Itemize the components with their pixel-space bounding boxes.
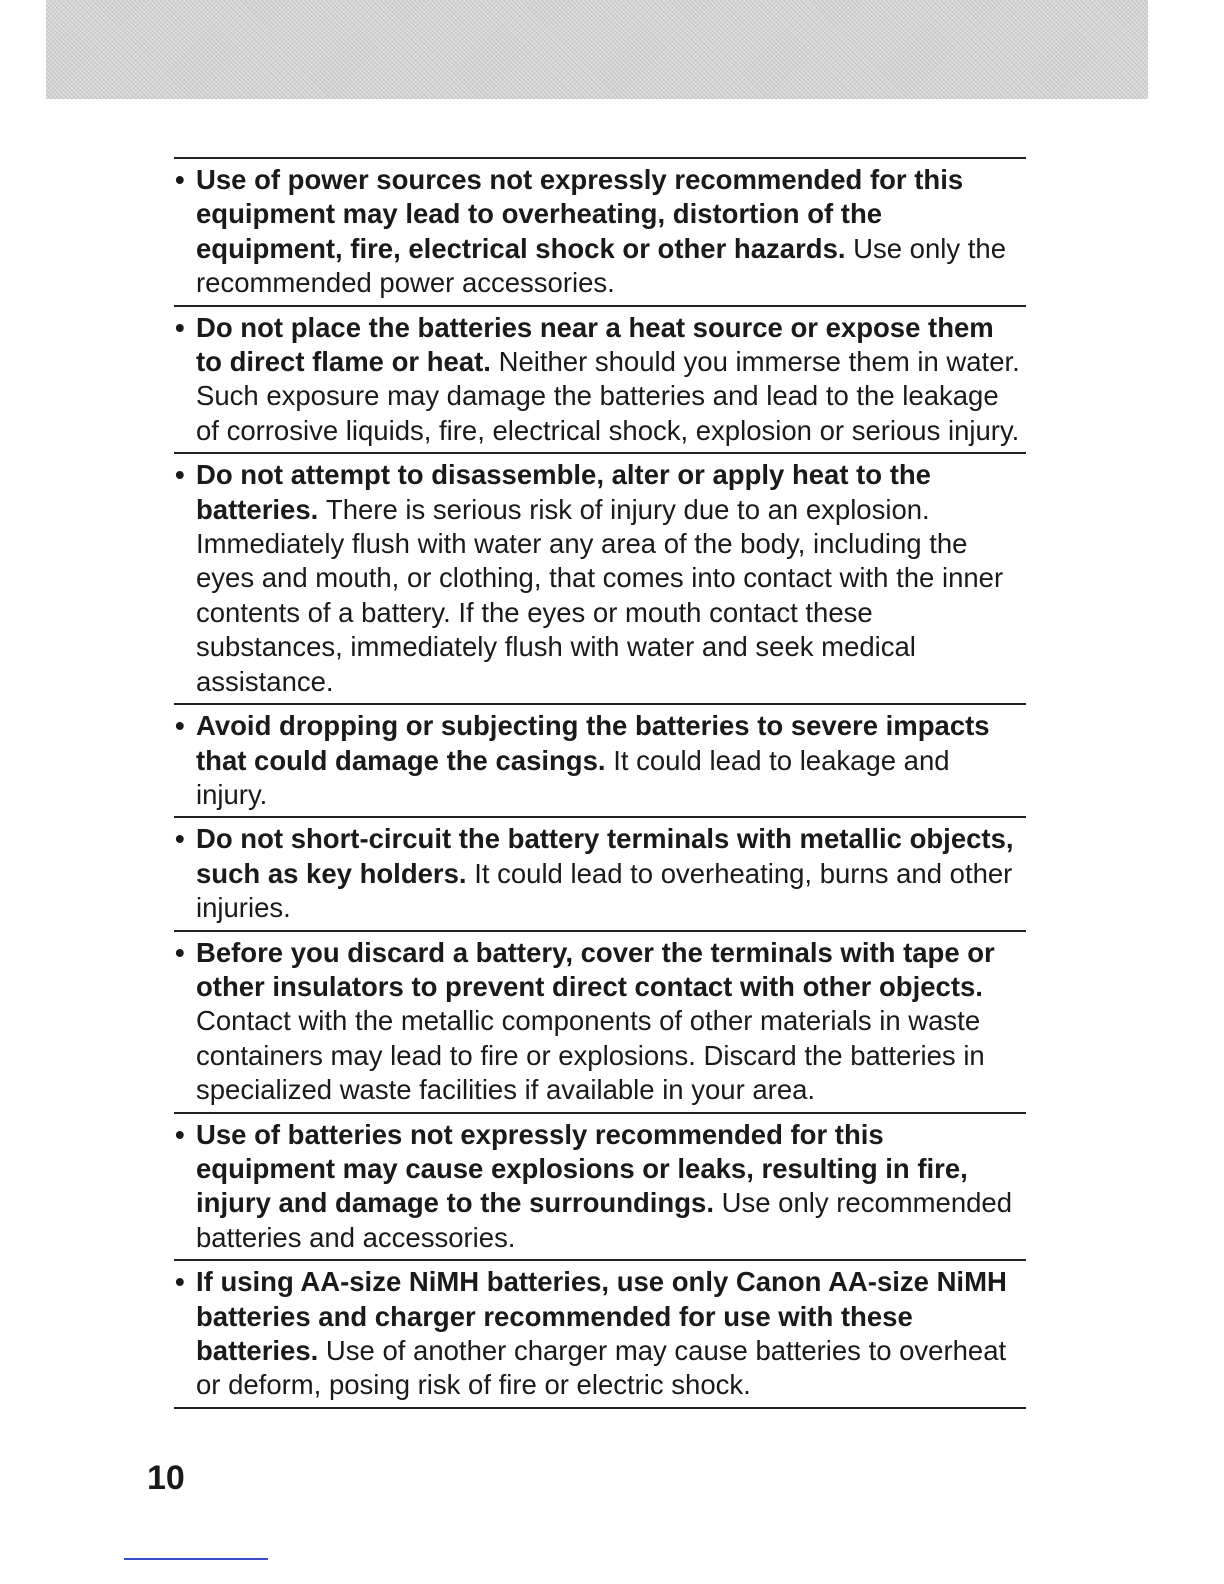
warning-text: Use of another charger may cause batteries to overheat or deform, posing risk of fire or electric shock. — [196, 1335, 1007, 1401]
bullet-icon: • — [175, 311, 185, 343]
warning-item — [174, 932, 1026, 1114]
warning-heading: Before you discard a battery, cover the terminals with tape or other insulators to prevent direct contact with other objects. — [196, 936, 995, 1002]
warning-heading: Use of batteries not expressly recommended for this equipment may cause explosions or leaks, resulting in fire, injury and damage to the surroundings. — [196, 1118, 968, 1219]
warning-heading: Do not place the batteries near a heat source or expose them to direct flame or heat. — [196, 311, 994, 378]
warning-item — [174, 307, 1026, 455]
warning-heading: Use of power sources not expressly recommended for this equipment may lead to overheating, distortion of the equipment, fire, electrical shock or other hazards. — [196, 164, 964, 264]
header-band — [46, 0, 1148, 99]
bullet-icon: • — [175, 710, 185, 742]
warning-item — [174, 818, 1026, 931]
warning-heading: Do not short-circuit the battery terminals with metallic objects, such as key holders. — [196, 823, 1014, 889]
warning-text: Use only the recommended power accessories. — [196, 232, 1007, 299]
warning-item — [174, 1261, 1026, 1409]
warning-item — [174, 454, 1026, 705]
bullet-icon: • — [175, 1266, 185, 1298]
warning-heading: Avoid dropping or subjecting the batteries to severe impacts that could damage the casings. — [196, 710, 990, 776]
warning-text: Neither should you immerse them in water. Such exposure may damage the batteries and lead to the leakage of corrosive liquids, fire, electrical shock, explosion or serious injury. — [196, 346, 1020, 446]
warning-text: It could lead to overheating, burns and other injuries. — [196, 857, 1013, 924]
warning-text: Use only recommended batteries and accessories. — [196, 1187, 1013, 1253]
warning-text: There is serious risk of injury due to an explosion. Immediately flush with water any area of the body, including the eyes and mouth, or clothing, that comes into contact with the inner contents of a battery. If the eyes or mouth contact these substances, immediately flush with water and seek medical assistance. — [196, 493, 1004, 697]
bullet-icon: • — [175, 823, 185, 855]
warning-heading: Do not attempt to disassemble, alter or apply heat to the batteries. — [196, 459, 931, 525]
warning-text: It could lead to leakage and injury. — [196, 744, 950, 810]
warning-list — [174, 157, 1026, 1409]
page-number: 10 — [147, 1459, 185, 1497]
warning-item — [174, 159, 1026, 307]
warning-heading: If using AA-size NiMH batteries, use only Canon AA-size NiMH batteries and charger recommended for use with these batteries. — [196, 1266, 1007, 1366]
bullet-icon: • — [175, 459, 185, 491]
warning-item — [174, 1114, 1026, 1262]
bullet-icon: • — [175, 164, 185, 195]
warning-item — [174, 705, 1026, 818]
bottom-divider — [124, 1558, 268, 1560]
bullet-icon: • — [175, 1118, 185, 1150]
warning-text: Contact with the metallic components of other materials in waste containers may lead to fire or explosions. Discard the batteries in specialized waste facilities if available in your area. — [196, 1005, 985, 1106]
bullet-icon: • — [175, 936, 185, 968]
